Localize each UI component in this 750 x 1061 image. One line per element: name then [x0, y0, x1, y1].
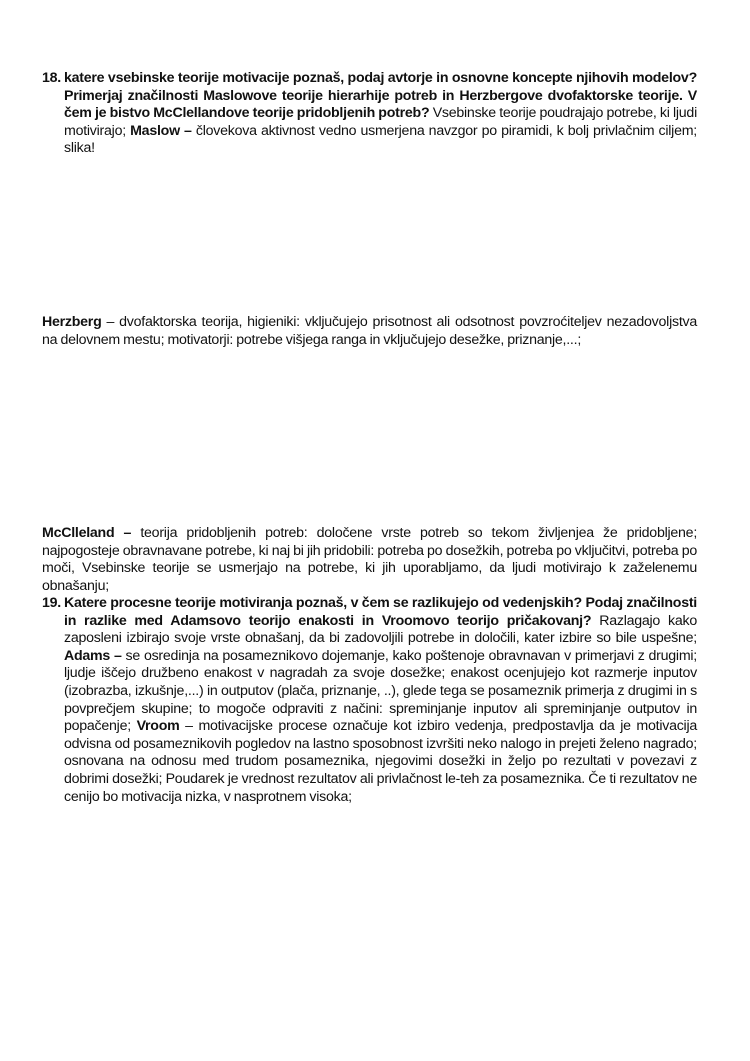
- herzberg-paragraph: [42, 314, 697, 349]
- question-number: 19.: [42, 595, 61, 611]
- mcclleland-paragraph: [42, 525, 697, 595]
- adams-label: Adams –: [64, 647, 122, 664]
- adams-text: se osredinja na posameznikovo dojemanje, kako poštenoje obravnavan v primerjavi z drugimi; ljudje iščejo družbeno enakost v nagradah za svoje dosežke; enakost ocenjujejo kot razmerje inputov (izobrazba, izkušnje,...) in outputov (plača, priznanje, ..), glede tega se posameznik primerja z drugimi in s povprečjem skupine; to mogoče odpraviti z načini: spreminjanje inputov ali spreminjanje outputov in popačenje;: [64, 647, 697, 735]
- maslow-label: Maslow –: [130, 122, 192, 139]
- maslow-text: človekova aktivnost vedno usmerjena navzgor po piramidi, k bolj privlačnim ciljem; slika!: [64, 122, 697, 157]
- herzberg-text: – dvofaktorska teorija, higieniki: vključujejo prisotnost ali odsotnost povzroćiteljev nezadovoljstva na delovnem mestu; motivatorji: potrebe višjega ranga in vključujejo desežke, priznanje,...;: [42, 314, 697, 348]
- question-text: Katere procesne teorije motiviranja poznaš, v čem se razlikujejo od vedenjskih? Podaj značilnosti in razlike med Adamsovo teorijo enakosti in Vroomovo teorijo pričakovanj?: [64, 595, 697, 629]
- mcclleland-label: McClleland –: [42, 525, 132, 541]
- mcclleland-text: teorija pridobljenih potreb: določene vrste potreb so tekom življenjea že pridobljene; najpogosteje obravnavane potrebe, ki naj bi jih pridobili: potreba po dosežkih, potreba po vključitvi, potreba po moči, Vsebinske teorije se usmerjajo na potrebe, ki jih uporabljamo, da ljudi motivirajo k zaželenemu obnašanju;: [42, 525, 698, 594]
- vroom-text: – motivacijske procese označuje kot izbiro vedenja, predpostavlja da je motivacija odvisna od posameznikovih pogledov na lastno sposobnost izvršiti neko nalogo in prejeti želeno nagrado; osnovana na odnosu med trudom posameznika, njegovimi dosežki in željo po rezultati v povezavi z dobrimi dosežki; Poudarek je vrednost rezultatov ali privlačnost le-teh za posameznika. Če ti rezultatov ne cenijo bo motivacija nizka, v nasprotnem visoka;: [64, 718, 697, 805]
- question-text: katere vsebinske teorije motivacije poznaš, podaj avtorje in osnovne koncepte njihovih modelov? Primerjaj značilnosti Maslowove teorije hierarhije potreb in Herzbergove dvofaktorske teorije. V čem je bistvo McClellandove teorije pridobljenih potreb?: [64, 70, 697, 122]
- question-19: [42, 595, 697, 806]
- answer-intro: Razlagajo kako zaposleni izbirajo svoje vrste obnašanj, da bi zadovoljili potrebe in določili, kater izbire so bile uspešne;: [64, 612, 697, 647]
- question-number: 18.: [42, 70, 61, 86]
- vroom-label: Vroom: [136, 718, 180, 735]
- answer-intro: Vsebinske teorije poudrajajo potrebe, ki ljudi motivirajo;: [64, 105, 697, 139]
- question-18: [42, 70, 697, 158]
- herzberg-label: Herzberg: [42, 314, 102, 330]
